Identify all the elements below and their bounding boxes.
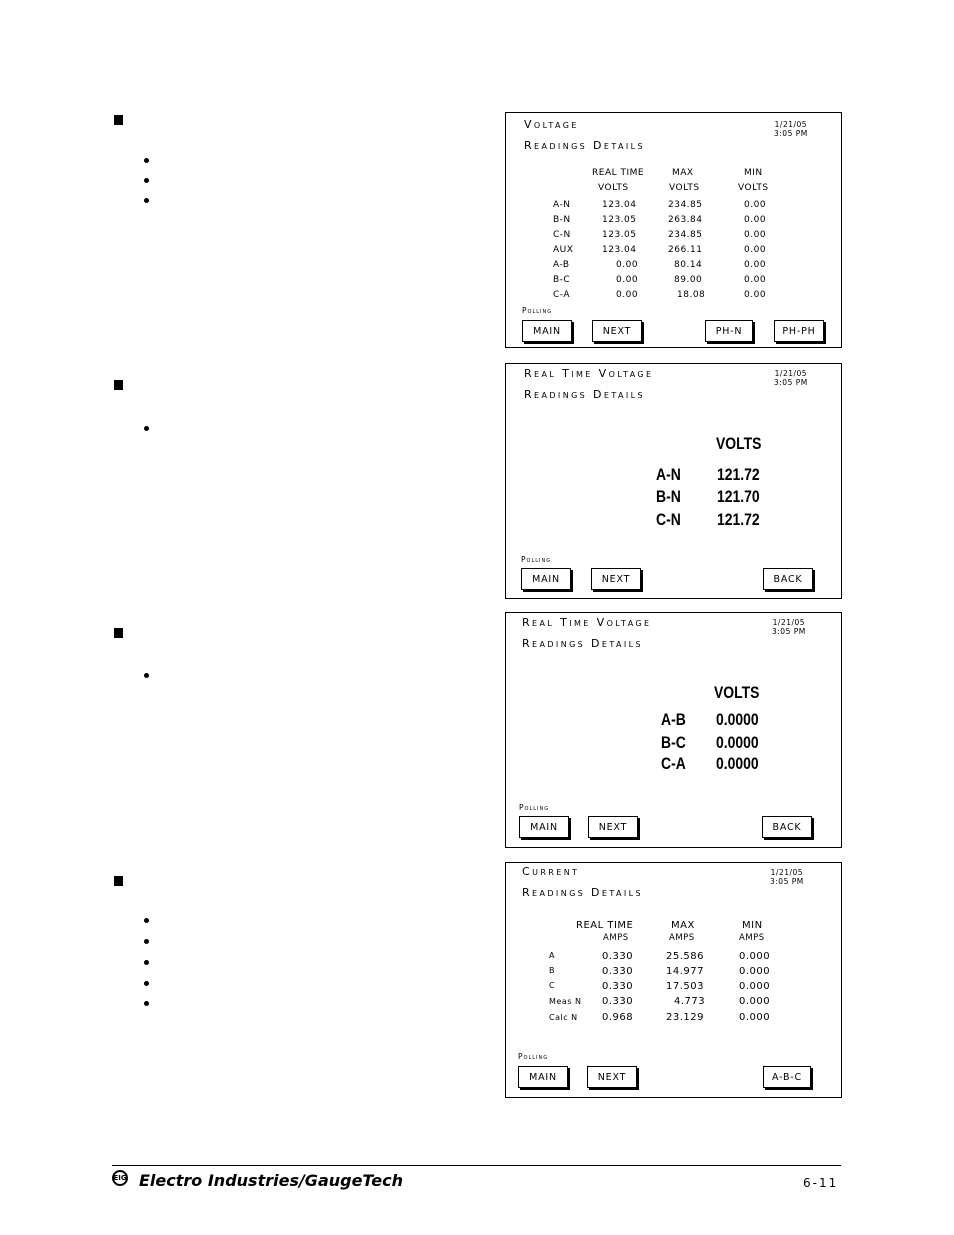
header-min: MIN — [742, 920, 763, 931]
max-value: 17.503 — [666, 981, 704, 992]
next-button[interactable]: NEXT — [588, 816, 638, 838]
list-bullet — [144, 198, 149, 203]
back-button[interactable]: BACK — [762, 816, 812, 838]
row-label: C-A — [553, 290, 570, 300]
min-value: 0.00 — [744, 230, 767, 240]
realtime-value: 0.968 — [602, 1012, 634, 1023]
list-bullet — [144, 918, 149, 923]
screen-title: Real Time Voltage — [522, 616, 652, 629]
section-bullet — [114, 876, 123, 886]
phase-value: 121.72 — [717, 465, 760, 484]
min-value: 0.000 — [739, 951, 771, 962]
unit-realtime: AMPS — [603, 933, 629, 943]
header-realtime: REAL TIME — [576, 920, 634, 931]
section-bullet — [114, 628, 123, 638]
phase-label: A-N — [656, 465, 681, 484]
current-table — [506, 863, 841, 1063]
unit-max: AMPS — [669, 933, 695, 943]
polling-label: Polling — [522, 306, 553, 315]
realtime-value: 0.330 — [602, 981, 634, 992]
row-label: B — [549, 966, 555, 975]
min-value: 0.00 — [744, 290, 767, 300]
row-label: C — [549, 981, 556, 990]
row-label: B-C — [553, 275, 571, 285]
unit-label: VOLTS — [716, 434, 762, 453]
header-max: MAX — [671, 920, 695, 931]
unit-min: VOLTS — [738, 183, 769, 193]
max-value: 234.85 — [668, 200, 703, 210]
realtime-value: 123.05 — [602, 215, 637, 225]
unit-min: AMPS — [739, 933, 765, 943]
list-bullet — [144, 178, 149, 183]
max-value: 4.773 — [674, 996, 706, 1007]
realtime-value: 123.04 — [602, 200, 637, 210]
min-value: 0.00 — [744, 260, 767, 270]
max-value: 25.586 — [666, 951, 704, 962]
max-value: 23.129 — [666, 1012, 704, 1023]
phase-value: 121.70 — [717, 487, 760, 506]
row-label: B-N — [553, 215, 571, 225]
main-button[interactable]: MAIN — [521, 568, 571, 590]
polling-label: Polling — [521, 555, 552, 564]
realtime-value: 0.330 — [602, 966, 634, 977]
main-button[interactable]: MAIN — [519, 816, 569, 838]
row-label: Meas N — [549, 997, 582, 1006]
section-bullet — [114, 115, 123, 125]
min-value: 0.000 — [739, 981, 771, 992]
realtime-value: 0.00 — [616, 290, 639, 300]
screen-time: 3:05 PM — [774, 378, 808, 387]
phase-value: 121.72 — [717, 510, 760, 529]
screen-time: 3:05 PM — [772, 627, 806, 636]
list-bullet — [144, 673, 149, 678]
voltage-readings-screen — [505, 112, 842, 348]
next-button[interactable]: NEXT — [587, 1066, 637, 1088]
screen-date: 1/21/05 — [774, 120, 808, 129]
min-value: 0.00 — [744, 200, 767, 210]
list-bullet — [144, 1001, 149, 1006]
max-value: 80.14 — [674, 260, 703, 270]
phase-label: A-B — [661, 710, 686, 729]
phase-label: B-N — [656, 487, 681, 506]
next-button[interactable]: NEXT — [592, 320, 642, 342]
min-value: 0.000 — [739, 966, 771, 977]
screen-date: 1/21/05 — [770, 868, 804, 877]
list-bullet — [144, 426, 149, 431]
polling-label: Polling — [518, 1052, 549, 1061]
screen-datetime — [772, 618, 806, 636]
ph-ph-button[interactable]: PH-PH — [774, 320, 824, 342]
voltage-table — [506, 113, 841, 313]
row-label: A-N — [553, 200, 571, 210]
unit-max: VOLTS — [669, 183, 700, 193]
footer-divider — [112, 1165, 841, 1166]
min-value: 0.00 — [744, 275, 767, 285]
max-value: 234.85 — [668, 230, 703, 240]
row-label: C-N — [553, 230, 571, 240]
phase-value: 0.0000 — [716, 733, 759, 752]
page-number: 6-11 — [803, 1176, 839, 1190]
company-name: Electro Industries/GaugeTech — [139, 1171, 404, 1190]
screen-datetime — [774, 369, 808, 387]
max-value: 263.84 — [668, 215, 703, 225]
main-button[interactable]: MAIN — [522, 320, 572, 342]
header-max: MAX — [672, 168, 694, 178]
row-label: A — [549, 951, 555, 960]
phase-value: 0.0000 — [716, 710, 759, 729]
list-bullet — [144, 158, 149, 163]
screen-subtitle: Readings Details — [524, 388, 646, 401]
max-value: 18.08 — [677, 290, 706, 300]
header-min: MIN — [744, 168, 763, 178]
realtime-voltage-phn-screen — [505, 363, 842, 599]
realtime-value: 0.00 — [616, 260, 639, 270]
current-readings-screen — [505, 862, 842, 1098]
polling-label: Polling — [519, 803, 550, 812]
list-bullet — [144, 960, 149, 965]
screen-title: Real Time Voltage — [524, 367, 654, 380]
list-bullet — [144, 939, 149, 944]
main-button[interactable]: MAIN — [518, 1066, 568, 1088]
min-value: 0.000 — [739, 996, 771, 1007]
screen-title: Voltage — [524, 118, 579, 131]
phase-label: C-N — [656, 510, 681, 529]
screen-date: 1/21/05 — [774, 369, 808, 378]
company-logo: EIG — [112, 1170, 128, 1186]
screen-subtitle: Readings Details — [524, 139, 646, 152]
section-bullet — [114, 380, 123, 390]
screen-title: Current — [522, 865, 580, 878]
header-realtime: REAL TIME — [592, 168, 645, 178]
screen-time: 3:05 PM — [774, 129, 808, 138]
phase-label: B-C — [661, 733, 686, 752]
realtime-value: 123.04 — [602, 245, 637, 255]
row-label: A-B — [553, 260, 570, 270]
row-label: Calc N — [549, 1013, 578, 1022]
screen-time: 3:05 PM — [770, 877, 804, 886]
row-label: AUX — [553, 245, 574, 255]
realtime-value: 0.330 — [602, 951, 634, 962]
back-button[interactable]: BACK — [763, 568, 813, 590]
abc-button[interactable]: A-B-C — [763, 1066, 811, 1088]
phase-value: 0.0000 — [716, 754, 759, 773]
screen-subtitle: Readings Details — [522, 637, 644, 650]
unit-realtime: VOLTS — [598, 183, 629, 193]
realtime-value: 0.330 — [602, 996, 634, 1007]
max-value: 14.977 — [666, 966, 704, 977]
realtime-voltage-phph-screen — [505, 612, 842, 848]
list-bullet — [144, 981, 149, 986]
screen-date: 1/21/05 — [772, 618, 806, 627]
min-value: 0.00 — [744, 215, 767, 225]
realtime-value: 0.00 — [616, 275, 639, 285]
unit-label: VOLTS — [714, 683, 760, 702]
phase-label: C-A — [661, 754, 686, 773]
next-button[interactable]: NEXT — [591, 568, 641, 590]
min-value: 0.000 — [739, 1012, 771, 1023]
min-value: 0.00 — [744, 245, 767, 255]
max-value: 89.00 — [674, 275, 703, 285]
max-value: 266.11 — [668, 245, 703, 255]
ph-n-button[interactable]: PH-N — [705, 320, 753, 342]
screen-subtitle: Readings Details — [522, 886, 644, 899]
realtime-value: 123.05 — [602, 230, 637, 240]
